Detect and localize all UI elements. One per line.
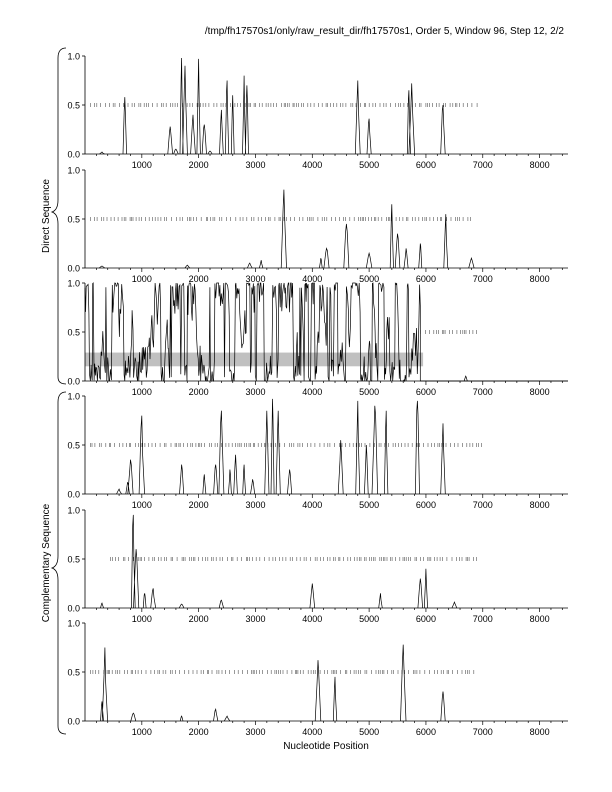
x-tick-label: 6000 (415, 727, 436, 737)
probability-trace (101, 645, 446, 721)
panel-4 (67, 392, 568, 511)
x-tick-label: 3000 (245, 614, 266, 624)
x-tick-label: 1000 (131, 274, 152, 284)
y-tick-label: 0.5 (67, 554, 80, 565)
y-tick-label: 0.0 (67, 489, 80, 500)
x-tick-label: 4000 (302, 500, 323, 510)
complementary-sequence-brace (52, 392, 66, 734)
panel-2 (67, 166, 568, 285)
x-tick-label: 2000 (188, 614, 209, 624)
y-tick-label: 1.0 (67, 278, 80, 289)
y-tick-label: 0.5 (67, 440, 80, 451)
x-tick-label: 5000 (359, 160, 380, 170)
x-tick-label: 6000 (415, 500, 436, 510)
y-tick-label: 0.5 (67, 667, 80, 678)
orf-ticks (91, 443, 482, 447)
x-tick-label: 7000 (472, 727, 493, 737)
x-tick-label: 7000 (472, 387, 493, 397)
x-tick-label: 1000 (131, 500, 152, 510)
panel-5 (67, 506, 568, 625)
x-tick-label: 3000 (245, 274, 266, 284)
y-tick-label: 0.5 (67, 327, 80, 338)
x-axis-title: Nucleotide Position (283, 741, 369, 752)
x-tick-label: 2000 (188, 274, 209, 284)
x-tick-label: 6000 (415, 614, 436, 624)
y-tick-label: 1.0 (67, 505, 80, 516)
x-tick-label: 2000 (188, 727, 209, 737)
y-tick-label: 0.0 (67, 603, 80, 614)
x-tick-label: 1000 (131, 614, 152, 624)
panel-3 (67, 279, 568, 398)
panel-1 (67, 52, 568, 171)
probability-trace (99, 190, 474, 268)
x-tick-label: 3000 (245, 387, 266, 397)
x-tick-label: 6000 (415, 387, 436, 397)
y-tick-label: 0.0 (67, 263, 80, 274)
x-tick-label: 4000 (302, 727, 323, 737)
direct-sequence-brace (52, 48, 66, 384)
x-tick-label: 4000 (302, 160, 323, 170)
x-tick-label: 7000 (472, 614, 493, 624)
x-tick-label: 6000 (415, 274, 436, 284)
probability-trace (101, 515, 457, 608)
x-tick-label: 5000 (359, 500, 380, 510)
y-tick-label: 1.0 (67, 618, 80, 629)
probability-trace (99, 58, 445, 154)
x-tick-label: 4000 (302, 614, 323, 624)
x-tick-label: 4000 (302, 274, 323, 284)
y-tick-label: 0.0 (67, 149, 80, 160)
x-tick-label: 3000 (245, 160, 266, 170)
x-tick-label: 3000 (245, 500, 266, 510)
orf-ticks (111, 557, 477, 561)
y-tick-label: 0.0 (67, 716, 80, 727)
x-tick-label: 5000 (359, 727, 380, 737)
x-tick-label: 1000 (131, 160, 152, 170)
y-tick-label: 0.5 (67, 214, 80, 225)
x-tick-label: 5000 (359, 274, 380, 284)
x-tick-label: 8000 (529, 614, 550, 624)
y-tick-label: 1.0 (67, 165, 80, 176)
panel-6 (67, 619, 568, 738)
y-tick-label: 0.5 (67, 100, 80, 111)
x-tick-label: 1000 (131, 387, 152, 397)
x-tick-label: 5000 (359, 614, 380, 624)
complementary-sequence-label: Complementary Sequence (41, 503, 52, 623)
x-tick-label: 2000 (188, 500, 209, 510)
figure-title: /tmp/fh17570s1/only/raw_result_dir/fh17570s1, Order 5, Window 96, Step 12, 2/2 (204, 26, 564, 37)
x-tick-label: 8000 (529, 727, 550, 737)
panels-group (67, 52, 568, 738)
x-tick-label: 7000 (472, 160, 493, 170)
orf-ticks (91, 670, 474, 674)
y-tick-label: 1.0 (67, 391, 80, 402)
x-tick-label: 7000 (472, 500, 493, 510)
x-tick-label: 3000 (245, 727, 266, 737)
orf-ticks (420, 330, 476, 334)
x-tick-label: 7000 (472, 274, 493, 284)
x-tick-label: 8000 (529, 274, 550, 284)
x-tick-label: 8000 (529, 500, 550, 510)
x-tick-label: 8000 (529, 387, 550, 397)
x-tick-label: 6000 (415, 160, 436, 170)
x-tick-label: 2000 (188, 387, 209, 397)
x-tick-label: 4000 (302, 387, 323, 397)
x-tick-label: 2000 (188, 160, 209, 170)
y-tick-label: 1.0 (67, 51, 80, 62)
orf-ticks (91, 217, 471, 221)
x-tick-label: 5000 (359, 387, 380, 397)
y-tick-label: 0.0 (67, 376, 80, 387)
x-tick-label: 1000 (131, 727, 152, 737)
x-tick-label: 8000 (529, 160, 550, 170)
orf-ticks (91, 103, 477, 107)
direct-sequence-label: Direct Sequence (41, 179, 52, 253)
